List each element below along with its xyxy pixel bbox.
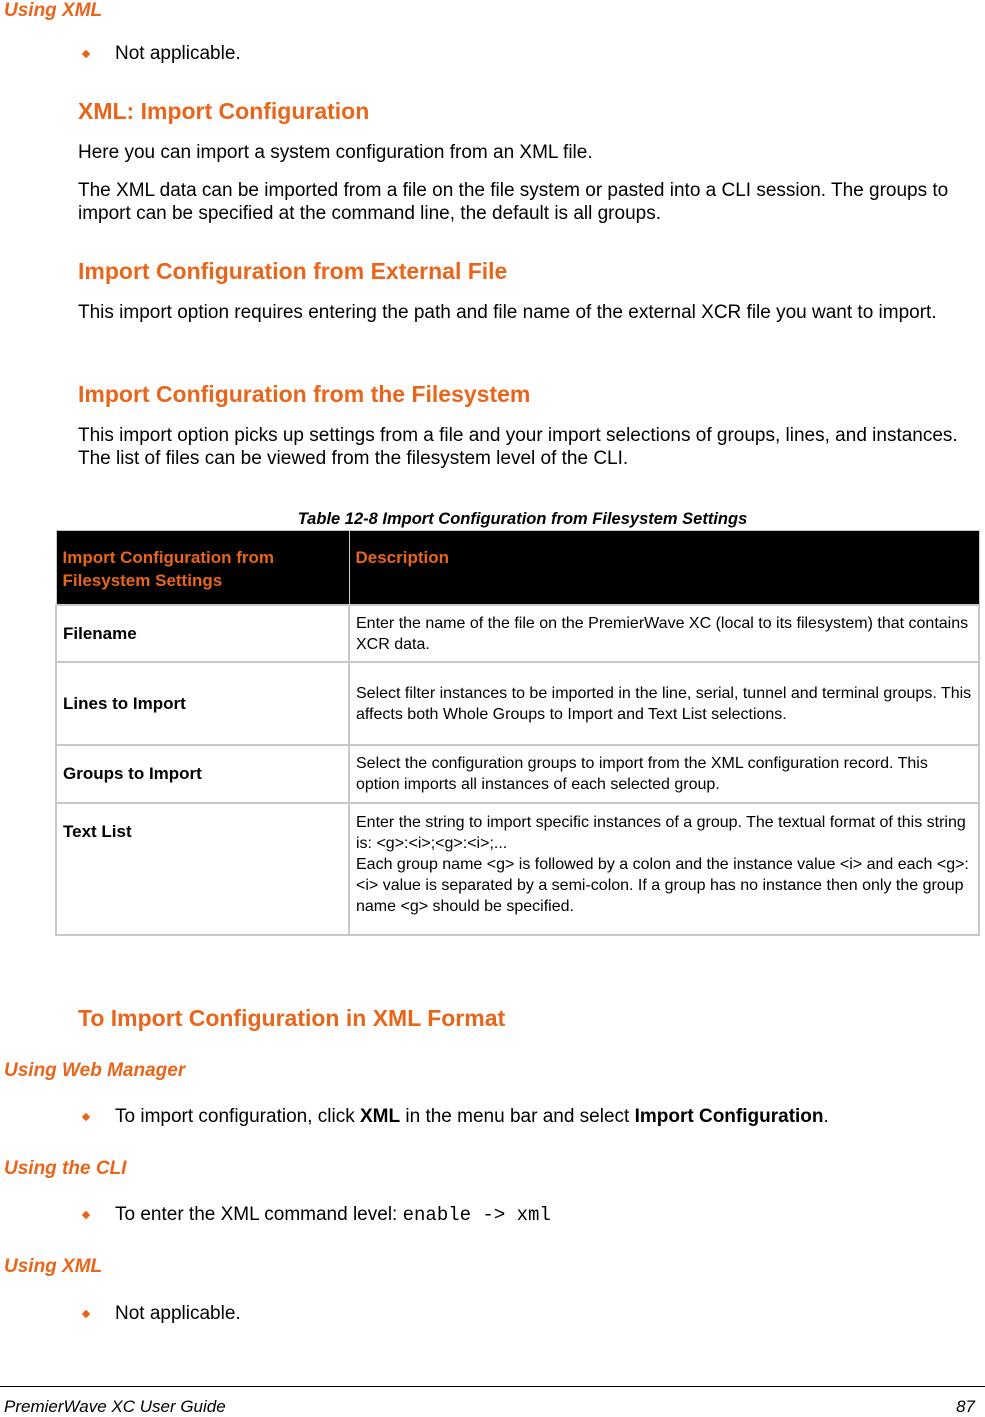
table-row [56,745,979,803]
table-header-row [56,531,979,606]
table-cell-description: Select the configuration groups to import from the XML configuration record. This option imports all instances of each selected group. [349,745,979,803]
table-caption: Table 12-8 Import Configuration from Filesystem Settings [297,510,748,528]
table-cell-description: Select filter instances to be imported in the line, serial, tunnel and terminal groups. This affects both Whole Groups to Import and Text List selections. [349,662,979,745]
table-header-setting: Import Configuration from Filesystem Settings [56,531,349,606]
table-row [56,803,979,935]
diamond-bullet-icon [82,1113,90,1121]
heading-xml-import-configuration: XML: Import Configuration [78,98,370,124]
menu-xml-label: XML [360,1106,401,1127]
settings-table [55,530,980,936]
table-cell-setting: Text List [56,803,349,935]
section-subheading-using-web-manager: Using Web Manager [4,1060,186,1081]
footer-page-number: 87 [956,1397,975,1416]
paragraph-import-details: The XML data can be imported from a file on the file system or pasted into a CLI session. The groups to import can be specified at the command line, the default is all groups. [78,180,949,224]
paragraph-filesystem: This import option picks up settings from a file and your import selections of groups, lines, and instances. The list of files can be viewed from the filesystem level of the CLI. [78,425,958,469]
diamond-bullet-icon [82,1310,90,1318]
heading-to-import-xml-format: To Import Configuration in XML Format [78,1005,506,1031]
section-subheading-using-cli: Using the CLI [4,1158,127,1179]
paragraph-import-intro: Here you can import a system configuration from an XML file. [78,142,593,163]
paragraph-external-file: This import option requires entering the path and file name of the external XCR file you want to import. [78,302,937,323]
table-header-description: Description [349,531,979,606]
heading-import-external-file: Import Configuration from External File [78,258,508,284]
menu-import-configuration-label: Import Configuration [634,1106,824,1127]
table-row [56,662,979,745]
diamond-bullet-icon [82,1211,90,1219]
section-subheading-using-xml-bottom: Using XML [4,1256,103,1277]
table-cell-description: Enter the string to import specific instances of a group. The textual format of this string is: <g>:<i>;<g>:<i>;... Each group name <g> is followed by a colon and the instance value <i> and each <g>:<i> value is separated by a semi-colon. If a group has no instance then only the group name <g> should be specified. [349,803,979,935]
table-cell-setting: Groups to Import [56,745,349,803]
table-cell-description: Enter the name of the file on the PremierWave XC (local to its filesystem) that contains XCR data. [349,605,979,662]
cli-command: enable -> xml [402,1204,551,1226]
diamond-bullet-icon [82,50,90,58]
heading-import-filesystem: Import Configuration from the Filesystem [78,381,531,407]
table-row [56,605,979,662]
section-subheading-using-xml-top: Using XML [4,0,103,21]
footer-document-title: PremierWave XC User Guide [4,1397,226,1416]
footer-divider [0,1386,985,1387]
table-cell-setting: Lines to Import [56,662,349,745]
table-cell-setting: Filename [56,605,349,662]
